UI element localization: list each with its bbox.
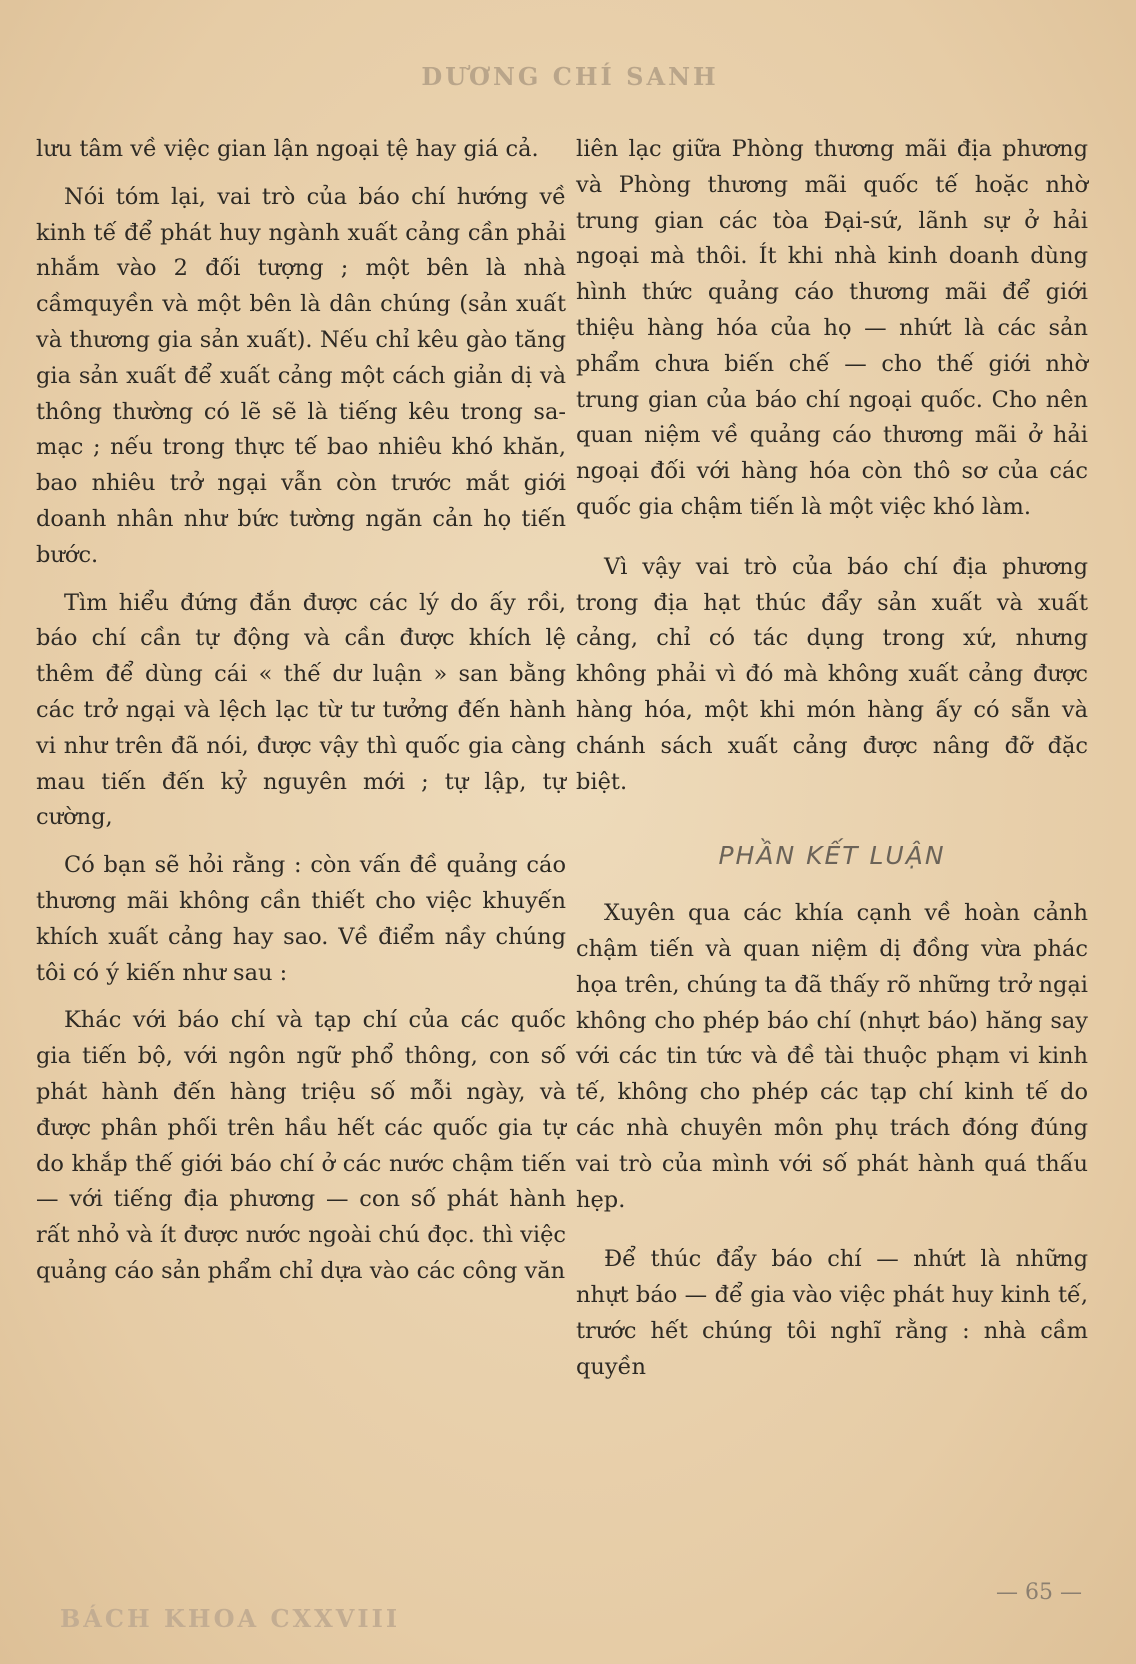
paragraph: Vì vậy vai trò của báo chí địa phương trong địa hạt thúc đẩy sản xuất và xuất cảng, chỉ có tác dụng trong xứ, nhưng không phải vì đó mà không xuất cảng được hàng hóa, một khi món hàng ấy có sẵn và chánh sách xuất cảng được nâng đỡ đặc biệt. <box>576 553 1088 795</box>
right-column <box>576 132 1088 1398</box>
paragraph: Để thúc đẩy báo chí — nhứt là những nhựt báo — để gia vào việc phát huy kinh tế, trước hết chúng tôi nghĩ rằng : nhà cầm quyền <box>576 1246 1088 1380</box>
section-title: PHẦN KẾT LUẬN <box>718 841 946 871</box>
running-footer: BÁCH KHOA CXXVIII <box>60 1604 401 1633</box>
page-number: — 65 — <box>996 1580 1082 1605</box>
paragraph: liên lạc giữa Phòng thương mãi địa phương và Phòng thương mãi quốc tế hoặc nhờ trung gian các tòa Đại-sứ, lãnh sự ở hải ngoại mà thôi. Ít khi nhà kinh doanh dùng hình thức quảng cáo thương mãi để giới thiệu hàng hóa của họ — nhứt là các sản phẩm chưa biến chế — cho thế giới nhờ trung gian của báo chí ngoại quốc. Cho nên quan niệm về quảng cáo thương mãi ở hải ngoại đối với hàng hóa còn thô sơ của các quốc gia chậm tiến là một việc khó làm. <box>576 136 1088 520</box>
paragraph: Nói tóm lại, vai trò của báo chí hướng về kinh tế để phát huy ngành xuất cảng cần phải nhắm vào 2 đối tượng ; một bên là nhà cầmquyền và một bên là dân chúng (sản xuất và thương gia sản xuất). Nếu chỉ kêu gào tăng gia sản xuất để xuất cảng một cách giản dị và thông thường có lẽ sẽ là tiếng kêu trong sa-mạc ; nếu trong thực tế bao nhiêu khó khăn, bao nhiêu trở ngại vẫn còn trước mắt giới doanh nhân như bức tường ngăn cản họ tiến bước. <box>36 183 566 568</box>
left-column <box>36 132 566 1302</box>
paragraph: Có bạn sẽ hỏi rằng : còn vấn đề quảng cáo thương mãi không cần thiết cho việc khuyến khích xuất cảng hay sao. Về điểm nầy chúng tôi có ý kiến như sau : <box>36 852 566 986</box>
paragraph: lưu tâm về việc gian lận ngoại tệ hay giá cả. <box>36 136 539 162</box>
paragraph: Khác với báo chí và tạp chí của các quốc gia tiến bộ, với ngôn ngữ phổ thông, con số phát hành đến hàng triệu số mỗi ngày, và được phân phối trên hầu hết các quốc gia tự do khắp thế giới báo chí ở các nước chậm tiến — với tiếng địa phương — con số phát hành rất nhỏ và ít được nước ngoài chú đọc. thì việc quảng cáo sản phẩm chỉ dựa vào các công văn <box>36 1007 566 1284</box>
running-header: DƯƠNG CHÍ SANH <box>421 62 719 91</box>
paragraph: Xuyên qua các khía cạnh về hoàn cảnh chậm tiến và quan niệm dị đồng vừa phác họa trên, chúng ta đã thấy rõ những trở ngại không cho phép báo chí (nhựt báo) hăng say với các tin tức và đề tài thuộc phạm vi kinh tế, không cho phép các tạp chí kinh tế do các nhà chuyên môn phụ trách đóng đúng vai trò của mình với số phát hành quá thấu hẹp. <box>576 900 1088 1213</box>
paragraph: Tìm hiểu đứng đắn được các lý do ấy rồi, báo chí cần tự động và cần được khích lệ thêm để dùng cái « thế dư luận » san bằng các trở ngại và lệch lạc từ tư tưởng đến hành vi như trên đã nói, được vậy thì quốc gia càng mau tiến đến kỷ nguyên mới ; tự lập, tự cường, <box>36 589 566 831</box>
